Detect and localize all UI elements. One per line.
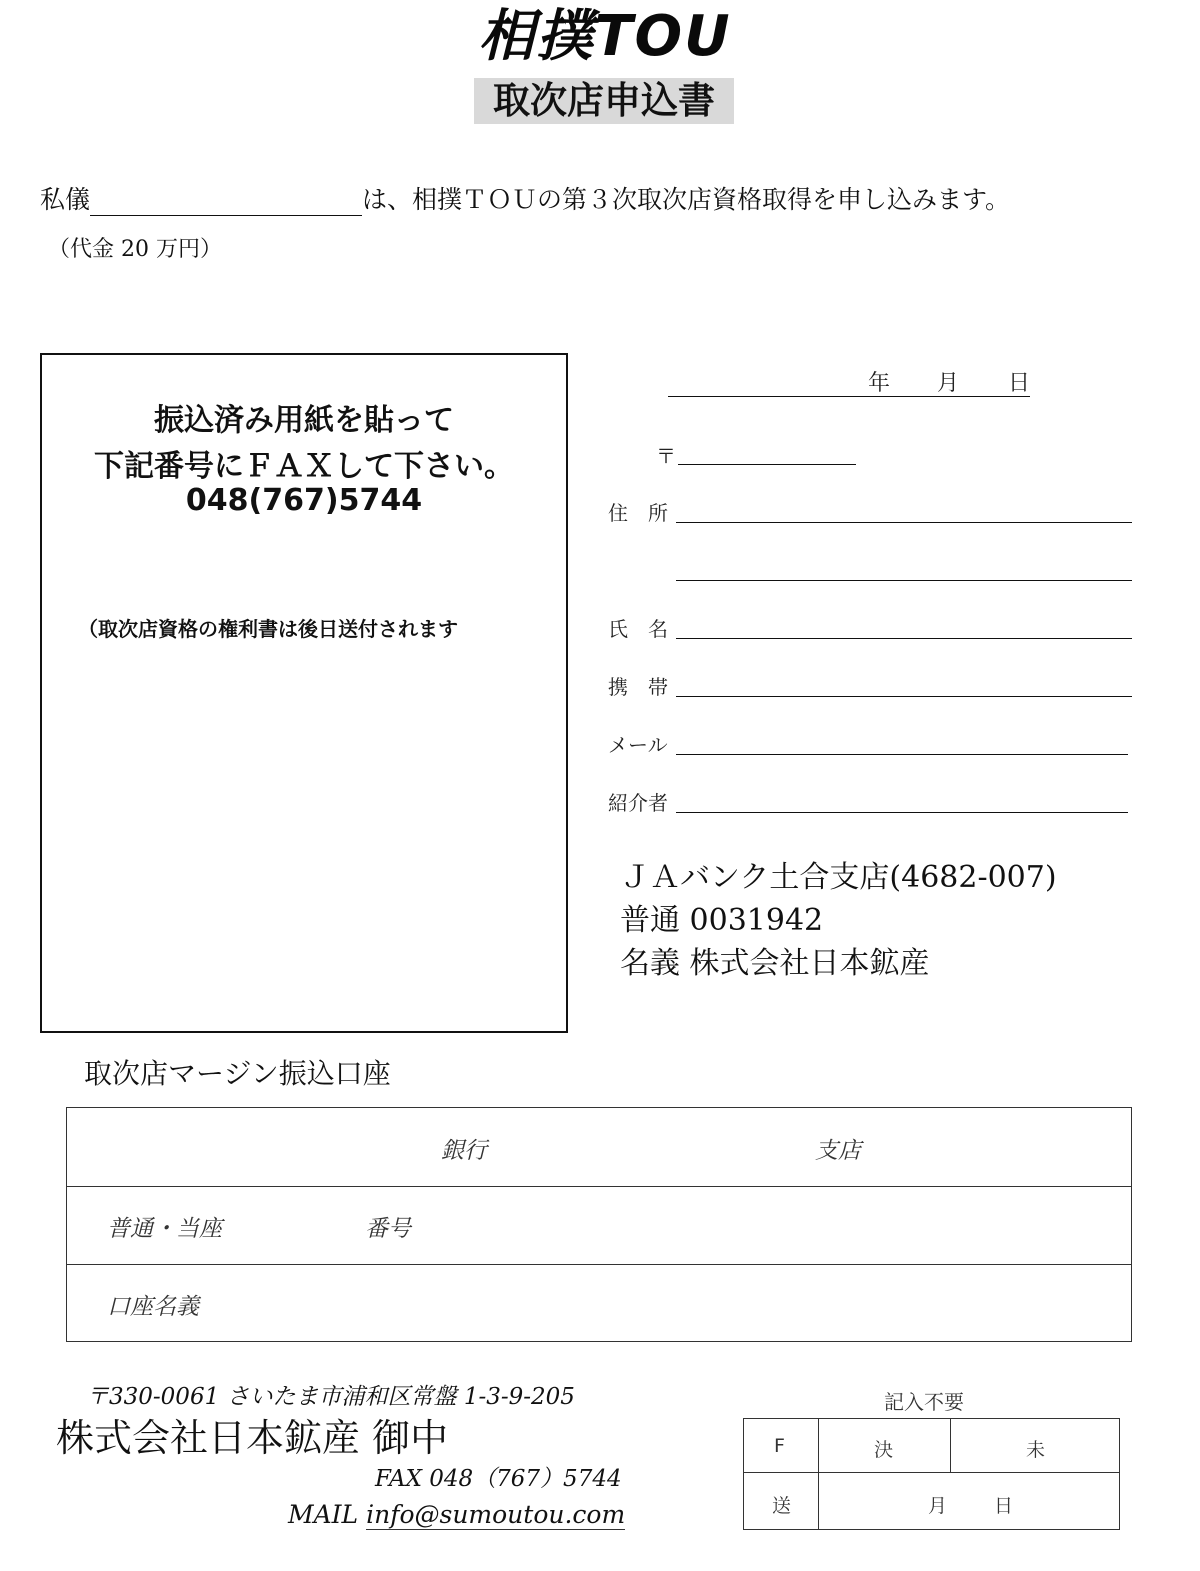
- office-divider: [744, 1472, 1119, 1473]
- office-decided: 決: [874, 1439, 894, 1461]
- fax-instruction-1: 振込済み用紙を貼って: [154, 403, 454, 438]
- branch-label: 支店: [815, 1138, 861, 1164]
- company-name: 株式会社日本鉱産 御中: [56, 1416, 449, 1460]
- email-field[interactable]: [676, 754, 1128, 755]
- fax-instruction-2: 下記番号にＦＡＸして下さい。: [94, 449, 514, 484]
- office-sent: 送: [772, 1495, 792, 1517]
- email-label: メール: [608, 733, 668, 757]
- office-use-table: [743, 1418, 1120, 1530]
- logo-text: 相撲TOU: [478, 4, 732, 69]
- office-day: 日: [994, 1495, 1014, 1517]
- mail-label: MAIL: [288, 1500, 359, 1529]
- office-month: 月: [928, 1495, 948, 1517]
- address-field[interactable]: [676, 522, 1132, 523]
- referrer-label: 紹介者: [608, 791, 668, 815]
- bank-account-holder: 名義 株式会社日本鉱産: [620, 946, 930, 981]
- office-use-label: 記入不要: [884, 1390, 964, 1414]
- intro-prefix: 私儀: [40, 185, 91, 214]
- margin-account-table: [66, 1107, 1132, 1342]
- account-type-label: 普通・当座: [107, 1216, 222, 1242]
- referrer-field[interactable]: [676, 812, 1128, 813]
- intro-suffix: は、相撲ＴＯＵの第３次取次店資格取得を申し込みます。: [362, 185, 1011, 214]
- margin-account-title: 取次店マージン振込口座: [84, 1057, 391, 1090]
- bank-account-number: 普通 0031942: [620, 903, 824, 938]
- office-undecided: 未: [1026, 1439, 1046, 1461]
- table-divider: [67, 1264, 1131, 1265]
- mobile-field[interactable]: [676, 696, 1132, 697]
- intro-sentence: [40, 180, 1010, 216]
- postal-mark: 〒: [656, 444, 676, 468]
- company-address: 〒330-0061 さいたま市浦和区常盤 1-3-9-205: [86, 1384, 575, 1410]
- form-title: 取次店申込書: [474, 78, 734, 124]
- date-line[interactable]: [668, 396, 1030, 397]
- date-year: 年: [868, 371, 891, 396]
- date-day: 日: [1008, 371, 1031, 396]
- name-field[interactable]: [676, 638, 1132, 639]
- name-label: 氏 名: [608, 617, 668, 641]
- payment-slip-area: [40, 353, 568, 1033]
- account-number-label: 番号: [365, 1216, 411, 1242]
- address-field-2[interactable]: [676, 580, 1132, 581]
- table-divider: [67, 1186, 1131, 1187]
- company-mail: [288, 1500, 625, 1529]
- bank-name: ＪＡバンク土合支店(4682-007): [620, 860, 1057, 895]
- certificate-note: （取次店資格の権利書は後日送付されます: [78, 617, 458, 641]
- company-fax: FAX 048（767）5744: [375, 1466, 622, 1492]
- bank-label: 銀行: [441, 1138, 487, 1164]
- account-holder-label: 口座名義: [107, 1294, 199, 1320]
- applicant-name-blank[interactable]: [90, 187, 362, 216]
- office-divider: [818, 1419, 819, 1529]
- fax-number: 048(767)5744: [185, 483, 423, 518]
- price-note: （代金 20 万円）: [48, 237, 222, 262]
- office-divider: [950, 1419, 951, 1472]
- office-f: F: [774, 1435, 785, 1457]
- logo: [470, 2, 740, 72]
- mail-link[interactable]: info@sumoutou.com: [366, 1500, 626, 1529]
- address-label: 住 所: [608, 501, 668, 525]
- postal-code-field[interactable]: [678, 464, 856, 465]
- date-month: 月: [937, 371, 960, 396]
- mobile-label: 携 帯: [608, 675, 668, 699]
